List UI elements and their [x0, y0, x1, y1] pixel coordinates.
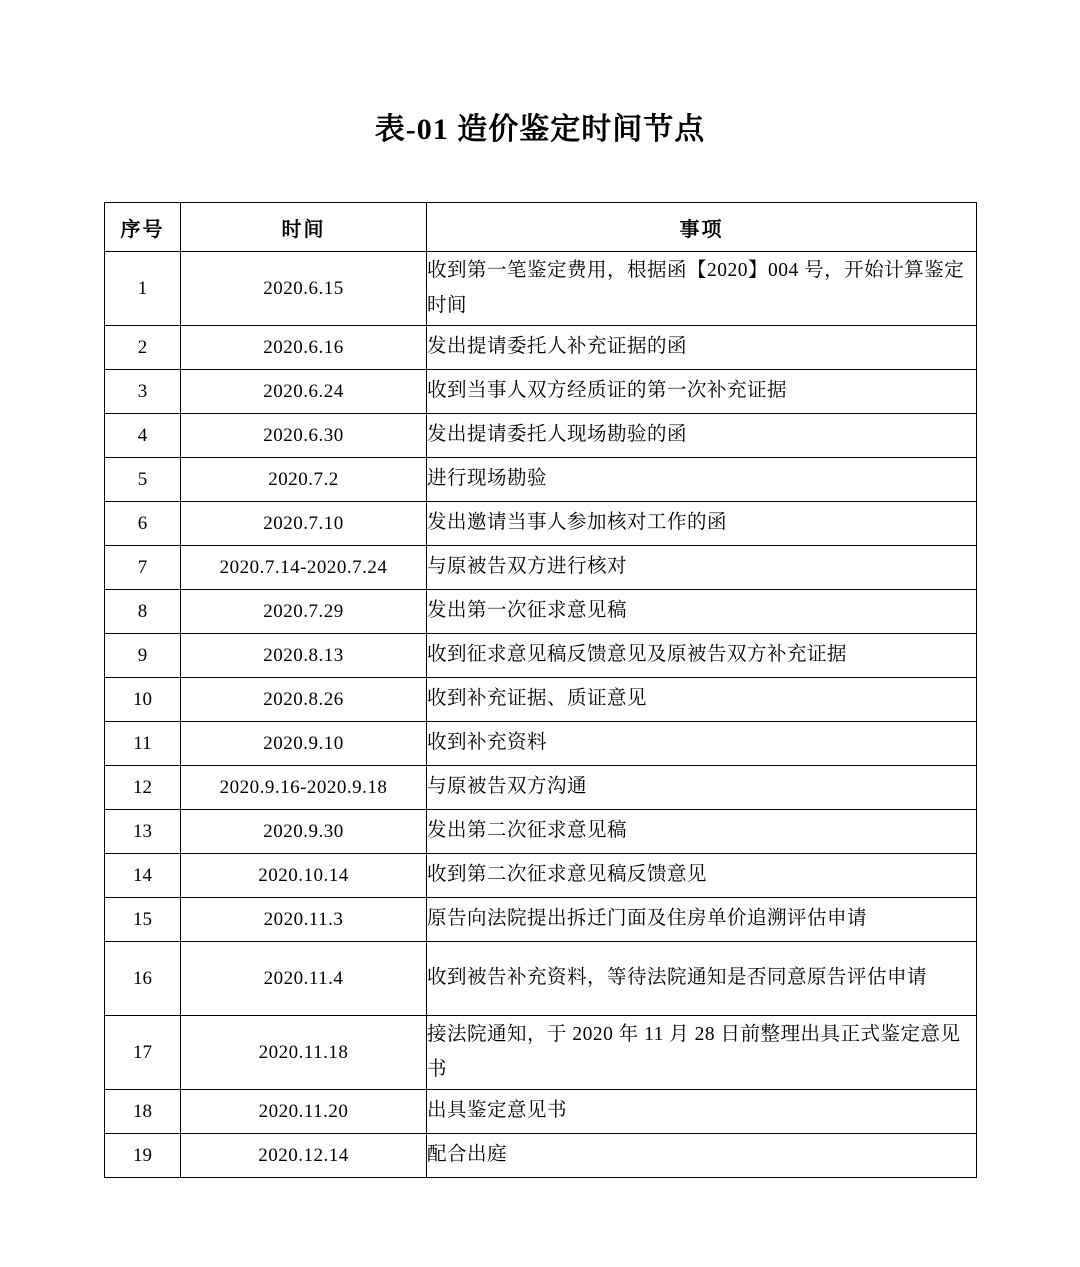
cell-date: 2020.11.4 [181, 942, 427, 1016]
cell-no: 13 [105, 810, 181, 854]
cell-no: 17 [105, 1016, 181, 1090]
table-row [105, 942, 977, 1016]
cell-item: 与原被告双方沟通 [427, 766, 977, 810]
cell-date: 2020.9.30 [181, 810, 427, 854]
cell-date: 2020.12.14 [181, 1134, 427, 1178]
cell-item: 原告向法院提出拆迁门面及住房单价追溯评估申请 [427, 898, 977, 942]
cell-no: 16 [105, 942, 181, 1016]
cell-no: 9 [105, 634, 181, 678]
table-row [105, 678, 977, 722]
cell-item: 发出第一次征求意见稿 [427, 590, 977, 634]
cell-no: 15 [105, 898, 181, 942]
schedule-table-container [0, 202, 1080, 1178]
cell-date: 2020.11.3 [181, 898, 427, 942]
cell-no: 8 [105, 590, 181, 634]
schedule-table [104, 202, 977, 1178]
cell-no: 3 [105, 370, 181, 414]
cell-date: 2020.6.16 [181, 326, 427, 370]
cell-item: 进行现场勘验 [427, 458, 977, 502]
cell-date: 2020.6.24 [181, 370, 427, 414]
table-header [105, 203, 977, 252]
cell-date: 2020.7.10 [181, 502, 427, 546]
table-body [105, 252, 977, 1178]
cell-item: 收到征求意见稿反馈意见及原被告双方补充证据 [427, 634, 977, 678]
cell-item: 出具鉴定意见书 [427, 1090, 977, 1134]
table-row [105, 634, 977, 678]
table-row [105, 414, 977, 458]
cell-item: 发出第二次征求意见稿 [427, 810, 977, 854]
cell-date: 2020.8.13 [181, 634, 427, 678]
cell-item: 发出提请委托人补充证据的函 [427, 326, 977, 370]
cell-item: 发出邀请当事人参加核对工作的函 [427, 502, 977, 546]
cell-no: 2 [105, 326, 181, 370]
cell-date: 2020.6.15 [181, 252, 427, 326]
cell-date: 2020.11.18 [181, 1016, 427, 1090]
column-header-date: 时间 [181, 203, 427, 252]
table-row [105, 326, 977, 370]
table-header-row [105, 203, 977, 252]
cell-item: 与原被告双方进行核对 [427, 546, 977, 590]
cell-date: 2020.9.16-2020.9.18 [181, 766, 427, 810]
column-header-item: 事项 [427, 203, 977, 252]
cell-item: 接法院通知，于 2020 年 11 月 28 日前整理出具正式鉴定意见书 [427, 1016, 977, 1090]
cell-item: 收到当事人双方经质证的第一次补充证据 [427, 370, 977, 414]
table-row [105, 502, 977, 546]
cell-item: 收到被告补充资料，等待法院通知是否同意原告评估申请 [427, 942, 977, 1016]
table-row [105, 252, 977, 326]
cell-item: 发出提请委托人现场勘验的函 [427, 414, 977, 458]
table-row [105, 1016, 977, 1090]
cell-no: 11 [105, 722, 181, 766]
column-header-no: 序号 [105, 203, 181, 252]
page-title: 表-01 造价鉴定时间节点 [374, 113, 706, 146]
table-row [105, 766, 977, 810]
table-row [105, 458, 977, 502]
cell-date: 2020.7.14-2020.7.24 [181, 546, 427, 590]
cell-no: 1 [105, 252, 181, 326]
cell-date: 2020.7.2 [181, 458, 427, 502]
cell-no: 6 [105, 502, 181, 546]
cell-item: 收到补充证据、质证意见 [427, 678, 977, 722]
table-row [105, 854, 977, 898]
cell-date: 2020.11.20 [181, 1090, 427, 1134]
table-row [105, 370, 977, 414]
table-row [105, 898, 977, 942]
cell-item: 收到第二次征求意见稿反馈意见 [427, 854, 977, 898]
table-row [105, 722, 977, 766]
cell-date: 2020.10.14 [181, 854, 427, 898]
cell-item: 收到补充资料 [427, 722, 977, 766]
cell-no: 7 [105, 546, 181, 590]
table-row [105, 810, 977, 854]
cell-no: 4 [105, 414, 181, 458]
cell-item: 配合出庭 [427, 1134, 977, 1178]
cell-no: 12 [105, 766, 181, 810]
cell-item: 收到第一笔鉴定费用，根据函【2020】004 号，开始计算鉴定时间 [427, 252, 977, 326]
cell-no: 18 [105, 1090, 181, 1134]
table-row [105, 590, 977, 634]
cell-no: 19 [105, 1134, 181, 1178]
table-row [105, 1090, 977, 1134]
cell-no: 5 [105, 458, 181, 502]
cell-date: 2020.8.26 [181, 678, 427, 722]
table-row [105, 546, 977, 590]
table-row [105, 1134, 977, 1178]
cell-date: 2020.7.29 [181, 590, 427, 634]
cell-date: 2020.6.30 [181, 414, 427, 458]
cell-no: 14 [105, 854, 181, 898]
cell-no: 10 [105, 678, 181, 722]
cell-date: 2020.9.10 [181, 722, 427, 766]
